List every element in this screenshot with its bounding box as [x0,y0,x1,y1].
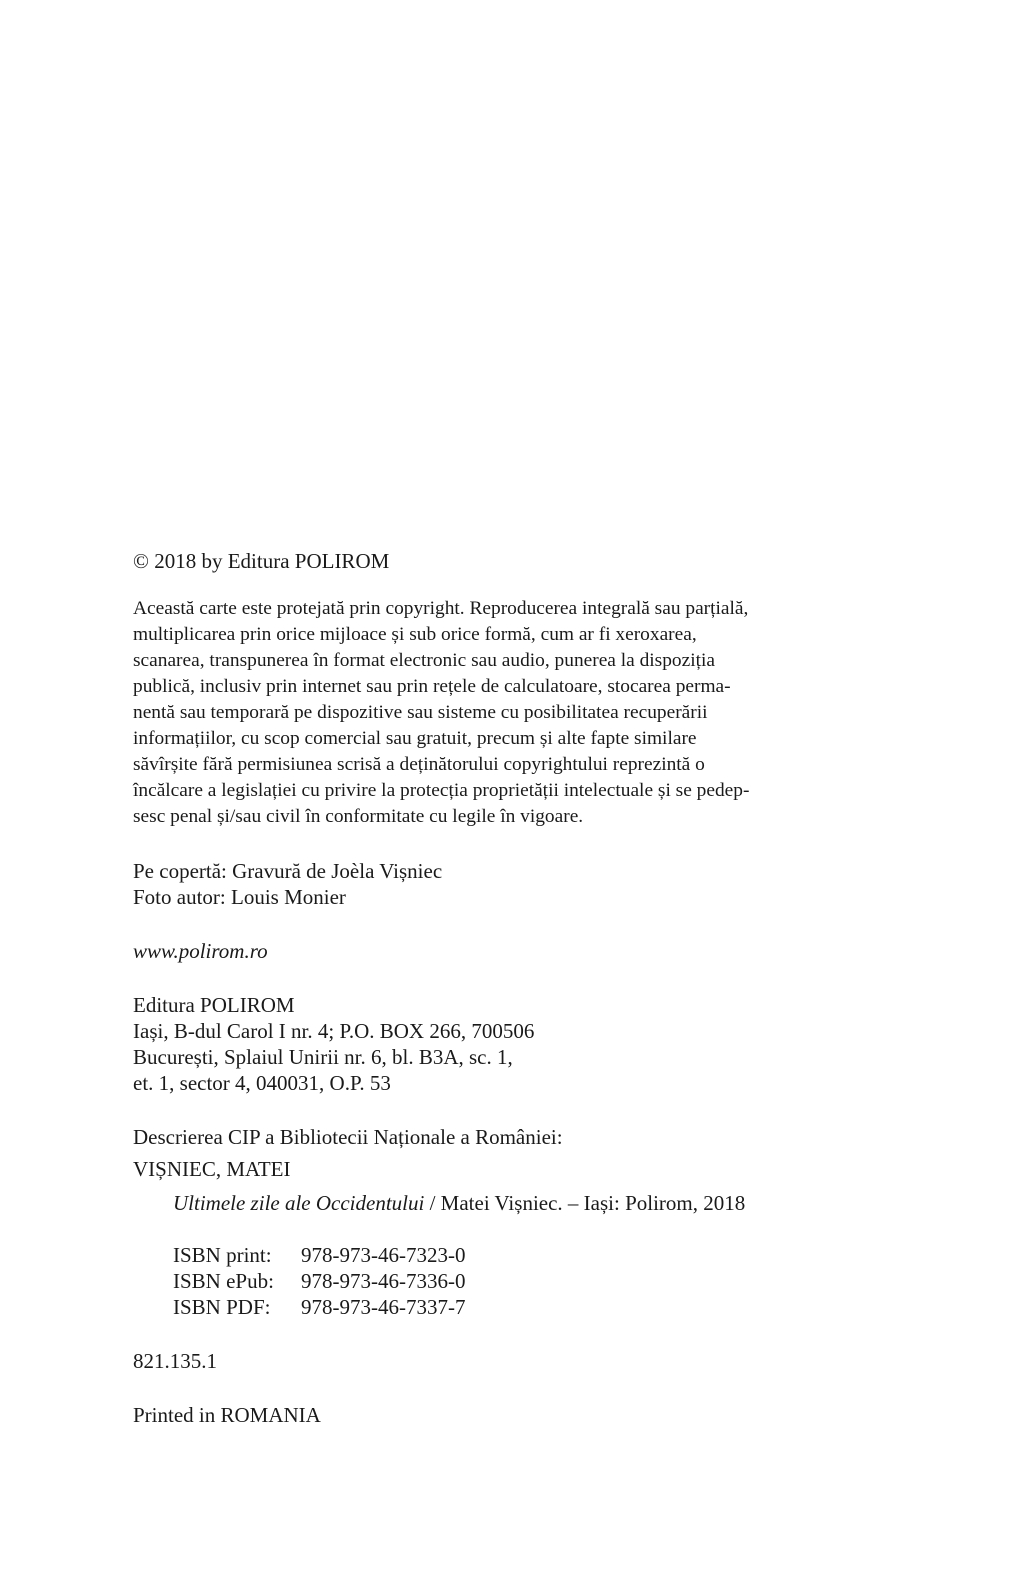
isbn-value: 978-973-46-7337-7 [301,1295,466,1319]
publisher-address [133,992,891,1096]
website-link[interactable]: www.polirom.ro [133,939,268,963]
book-title: Ultimele zile ale Occidentului [173,1191,425,1215]
address-iasi: Iași, B-dul Carol I nr. 4; P.O. BOX 266, 700506 [133,1019,535,1043]
isbn-row [173,1242,891,1268]
legal-notice-line: informațiilor, cu scop comercial sau gratuit, precum și alte fapte similare [133,728,697,749]
legal-notice-line: multiplicarea prin orice mijloace și sub orice formă, cum ar fi xeroxarea, [133,624,697,645]
copyright-line: © 2018 by Editura POLIROM [133,549,390,573]
copyright-page [133,548,891,1428]
legal-notice [133,596,891,830]
isbn-label: ISBN ePub: [173,1269,274,1293]
isbn-row [173,1294,891,1320]
cip-title-rest: / Matei Vișniec. – Iași: Polirom, 2018 [424,1191,746,1215]
address-bucuresti-cont: et. 1, sector 4, 040031, O.P. 53 [133,1071,391,1095]
udc-classification: 821.135.1 [133,1349,217,1373]
publisher-name: Editura POLIROM [133,993,295,1017]
photo-credit: Foto autor: Louis Monier [133,885,346,909]
isbn-label: ISBN PDF: [173,1295,271,1319]
cip-heading: Descrierea CIP a Bibliotecii Naționale a României: [133,1125,563,1149]
printed-in: Printed in ROMANIA [133,1403,321,1427]
isbn-label: ISBN print: [173,1243,272,1267]
credits [133,858,891,910]
address-bucuresti: București, Splaiul Unirii nr. 6, bl. B3A, sc. 1, [133,1045,513,1069]
isbn-row [173,1268,891,1294]
cover-credit: Pe copertă: Gravură de Joèla Vișniec [133,859,443,883]
legal-notice-line: scanarea, transpunerea în format electronic sau audio, punerea la dispoziția [133,650,715,671]
legal-notice-line: publică, inclusiv prin internet sau prin rețele de calculatoare, stocarea perma- [133,676,731,697]
legal-notice-line: Această carte este protejată prin copyright. Reproducerea integrală sau parțială, [133,598,749,619]
legal-notice-line: săvîrșite fără permisiunea scrisă a deținătorului copyrightului reprezintă o [133,754,705,775]
isbn-list [173,1242,891,1320]
isbn-value: 978-973-46-7336-0 [301,1269,466,1293]
cip-author: VIȘNIEC, MATEI [133,1157,291,1181]
legal-notice-line: încălcare a legislației cu privire la protecția proprietății intelectuale și se pedep- [133,780,750,801]
isbn-value: 978-973-46-7323-0 [301,1243,466,1267]
cip-title-line [173,1190,891,1216]
legal-notice-line: nentă sau temporară pe dispozitive sau sisteme cu posibilitatea recuperării [133,702,708,723]
legal-notice-line: sesc penal și/sau civil în conformitate cu legile în vigoare. [133,806,584,827]
